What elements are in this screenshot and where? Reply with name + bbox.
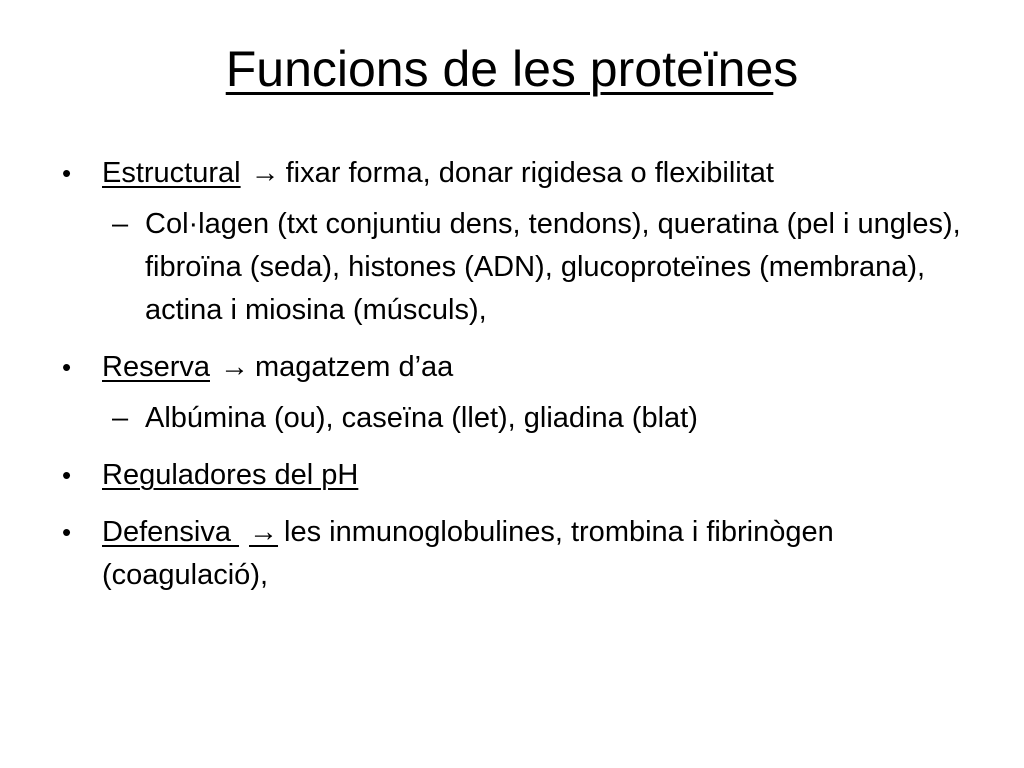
slide-title-tail: s	[773, 41, 799, 97]
sub-item-reserva	[62, 397, 982, 440]
arrow-right-icon: →	[250, 157, 280, 189]
slide-title	[0, 38, 1024, 100]
sub-item-text-reserva: Albúmina (ou), caseïna (llet), gliadina (blat)	[145, 402, 698, 434]
slide-title-underlined: Funcions de les proteïne	[225, 41, 774, 97]
bullet-item-reguladores	[62, 454, 982, 497]
item-text-defensiva: les inmunoglobulines, trombina i fibrinògen (coagulació),	[102, 516, 834, 591]
bullet-item-defensiva	[62, 511, 982, 597]
dash-icon: –	[112, 402, 129, 434]
bullet-icon: •	[62, 460, 72, 490]
arrow-right-icon: →	[220, 351, 249, 383]
slide-content	[62, 152, 982, 611]
term-estructural: Estructural	[102, 157, 241, 189]
sub-item-text-estructural: Col·lagen (txt conjuntiu dens, tendons), queratina (pel i ungles), fibroïna (seda), histones (ADN), glucoproteïnes (membrana), actina i miosina (músculs),	[145, 208, 961, 326]
arrow-right-icon: →	[249, 516, 279, 548]
item-text-reserva: magatzem d’aa	[255, 351, 454, 383]
bullet-icon: •	[62, 517, 72, 547]
bullet-item-reserva	[62, 346, 982, 389]
term-reguladores: Reguladores del pH	[102, 459, 359, 491]
bullet-icon: •	[62, 352, 72, 382]
bullet-icon: •	[62, 158, 72, 188]
term-defensiva	[102, 516, 284, 548]
bullet-item-estructural	[62, 152, 982, 195]
dash-icon: –	[112, 208, 129, 240]
item-text-estructural: fixar forma, donar rigidesa o flexibilitat	[285, 157, 774, 189]
term-defensiva-label: Defensiva	[102, 516, 240, 548]
term-reserva: Reserva	[102, 351, 210, 383]
sub-item-estructural	[62, 203, 982, 332]
